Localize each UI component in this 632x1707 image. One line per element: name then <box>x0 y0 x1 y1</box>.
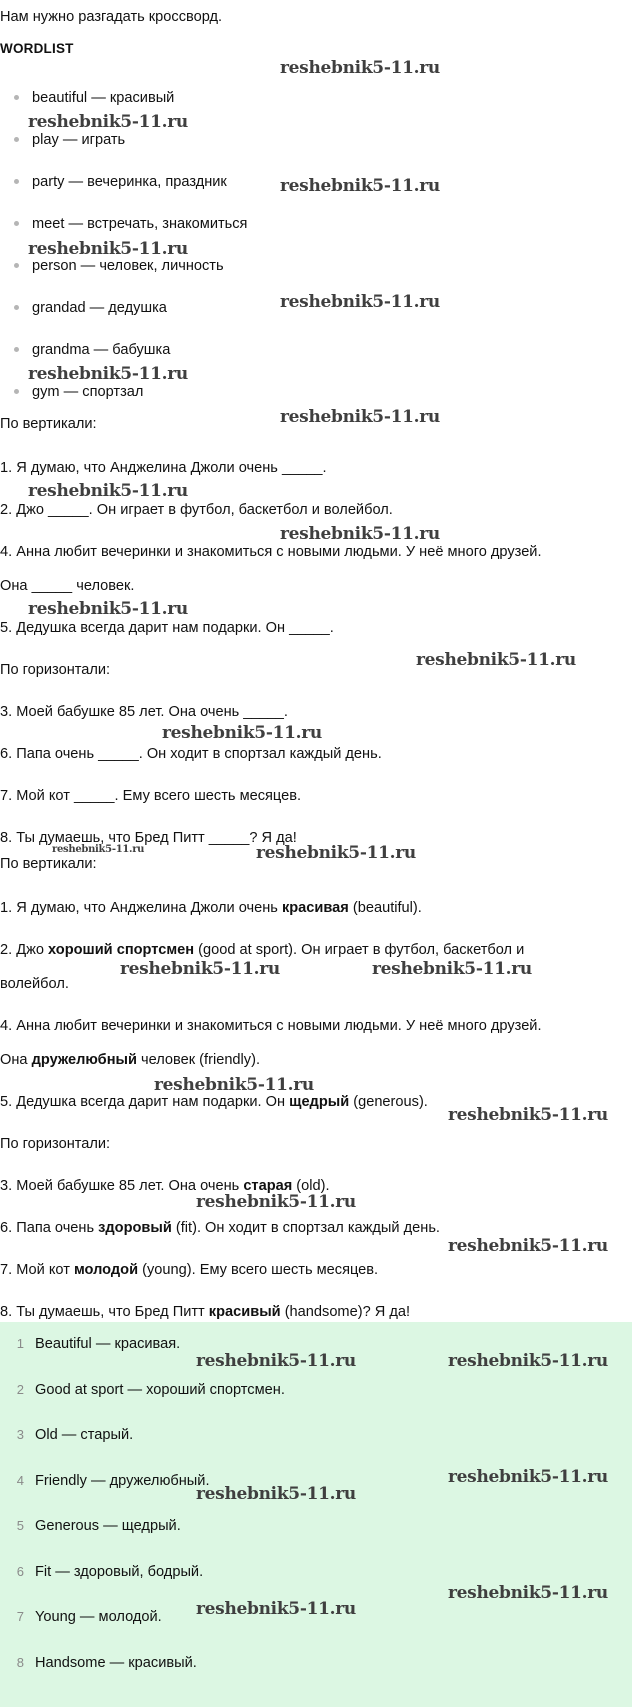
watermark: reshebnik5-11.ru <box>256 843 416 863</box>
solution-clue-1: 1. Я думаю, что Анджелина Джоли очень красивая (beautiful). <box>0 900 422 916</box>
watermark: reshebnik5-11.ru <box>28 364 188 384</box>
bullet-icon <box>14 137 19 142</box>
list-item: 8 Handsome — красивый. <box>16 1655 197 1671</box>
watermark: reshebnik5-11.ru <box>28 112 188 132</box>
solution-clue-2-cont: волейбол. <box>0 976 69 992</box>
watermark: reshebnik5-11.ru <box>196 1351 356 1371</box>
solution-clue-8: 8. Ты думаешь, что Бред Питт красивый (handsome)? Я да! <box>0 1304 411 1320</box>
list-item: 3 Old — старый. <box>16 1427 134 1443</box>
solution-clue-5: 5. Дедушка всегда дарит нам подарки. Он щедрый (generous). <box>0 1094 428 1110</box>
solution-clue-4-cont: Она дружелюбный человек (friendly). <box>0 1052 261 1068</box>
list-item: 1 Beautiful — красивая. <box>16 1336 181 1352</box>
watermark: reshebnik5-11.ru <box>154 1075 314 1095</box>
task-across-title: По горизонтали: <box>0 662 111 678</box>
watermark: reshebnik5-11.ru <box>52 844 145 855</box>
bullet-icon <box>14 305 19 310</box>
watermark: reshebnik5-11.ru <box>28 239 188 259</box>
watermark: reshebnik5-11.ru <box>196 1599 356 1619</box>
list-item: beautiful — красивый <box>14 89 174 107</box>
watermark: reshebnik5-11.ru <box>416 650 576 670</box>
watermark: reshebnik5-11.ru <box>448 1467 608 1487</box>
watermark: reshebnik5-11.ru <box>196 1484 356 1504</box>
list-item: person — человек, личность <box>14 257 224 275</box>
bullet-icon <box>14 389 19 394</box>
task-clue-4-cont: Она _____ человек. <box>0 578 135 594</box>
watermark: reshebnik5-11.ru <box>196 1192 356 1212</box>
solution-clue-6: 6. Папа очень здоровый (fit). Он ходит в спортзал каждый день. <box>0 1220 440 1236</box>
list-item: 5 Generous — щедрый. <box>16 1518 181 1534</box>
watermark: reshebnik5-11.ru <box>372 959 532 979</box>
watermark: reshebnik5-11.ru <box>448 1105 608 1125</box>
list-item: grandma — бабушка <box>14 341 170 359</box>
list-item: 2 Good at sport — хороший спортсмен. <box>16 1382 285 1398</box>
intro-text: Нам нужно разгадать кроссворд. <box>0 9 223 25</box>
list-item: play — играть <box>14 131 125 149</box>
task-clue-4: 4. Анна любит вечеринки и знакомиться с новыми людьми. У неё много друзей. <box>0 544 542 560</box>
bullet-icon <box>14 263 19 268</box>
watermark: reshebnik5-11.ru <box>28 599 188 619</box>
watermark: reshebnik5-11.ru <box>448 1583 608 1603</box>
bullet-icon <box>14 95 19 100</box>
task-clue-3: 3. Моей бабушке 85 лет. Она очень _____. <box>0 704 288 720</box>
watermark: reshebnik5-11.ru <box>120 959 280 979</box>
list-item: grandad — дедушка <box>14 299 167 317</box>
solution-clue-4: 4. Анна любит вечеринки и знакомиться с новыми людьми. У неё много друзей. <box>0 1018 542 1034</box>
bullet-icon <box>14 221 19 226</box>
watermark: reshebnik5-11.ru <box>28 481 188 501</box>
watermark: reshebnik5-11.ru <box>162 723 322 743</box>
answers-panel <box>0 1322 632 1707</box>
task-clue-8: 8. Ты думаешь, что Бред Питт _____? Я да! <box>0 830 297 846</box>
solution-clue-7: 7. Мой кот молодой (young). Ему всего шесть месяцев. <box>0 1262 379 1278</box>
task-clue-2: 2. Джо _____. Он играет в футбол, баскетбол и волейбол. <box>0 502 393 518</box>
list-item: meet — встречать, знакомиться <box>14 215 247 233</box>
bullet-icon <box>14 179 19 184</box>
task-clue-6: 6. Папа очень _____. Он ходит в спортзал каждый день. <box>0 746 382 762</box>
watermark: reshebnik5-11.ru <box>280 58 440 78</box>
watermark: reshebnik5-11.ru <box>448 1351 608 1371</box>
list-item: gym — спортзал <box>14 383 143 401</box>
list-item: party — вечеринка, праздник <box>14 173 227 191</box>
task-down-title: По вертикали: <box>0 416 97 432</box>
bullet-icon <box>14 347 19 352</box>
list-item: 4 Friendly — дружелюбный. <box>16 1473 210 1489</box>
list-item: 6 Fit — здоровый, бодрый. <box>16 1564 204 1580</box>
watermark: reshebnik5-11.ru <box>280 524 440 544</box>
watermark: reshebnik5-11.ru <box>448 1236 608 1256</box>
list-item: 7 Young — молодой. <box>16 1609 162 1625</box>
task-clue-7: 7. Мой кот _____. Ему всего шесть месяцев. <box>0 788 302 804</box>
wordlist-title: WORDLIST <box>0 41 74 56</box>
solution-clue-2: 2. Джо хороший спортсмен (good at sport). Он играет в футбол, баскетбол и <box>0 942 525 958</box>
watermark: reshebnik5-11.ru <box>280 407 440 427</box>
task-clue-5: 5. Дедушка всегда дарит нам подарки. Он _____. <box>0 620 334 636</box>
task-clue-1: 1. Я думаю, что Анджелина Джоли очень _____. <box>0 460 327 476</box>
solution-down-title: По вертикали: <box>0 856 97 872</box>
solution-across-title: По горизонтали: <box>0 1136 111 1152</box>
watermark: reshebnik5-11.ru <box>280 176 440 196</box>
watermark: reshebnik5-11.ru <box>280 292 440 312</box>
solution-clue-3: 3. Моей бабушке 85 лет. Она очень старая (old). <box>0 1178 330 1194</box>
